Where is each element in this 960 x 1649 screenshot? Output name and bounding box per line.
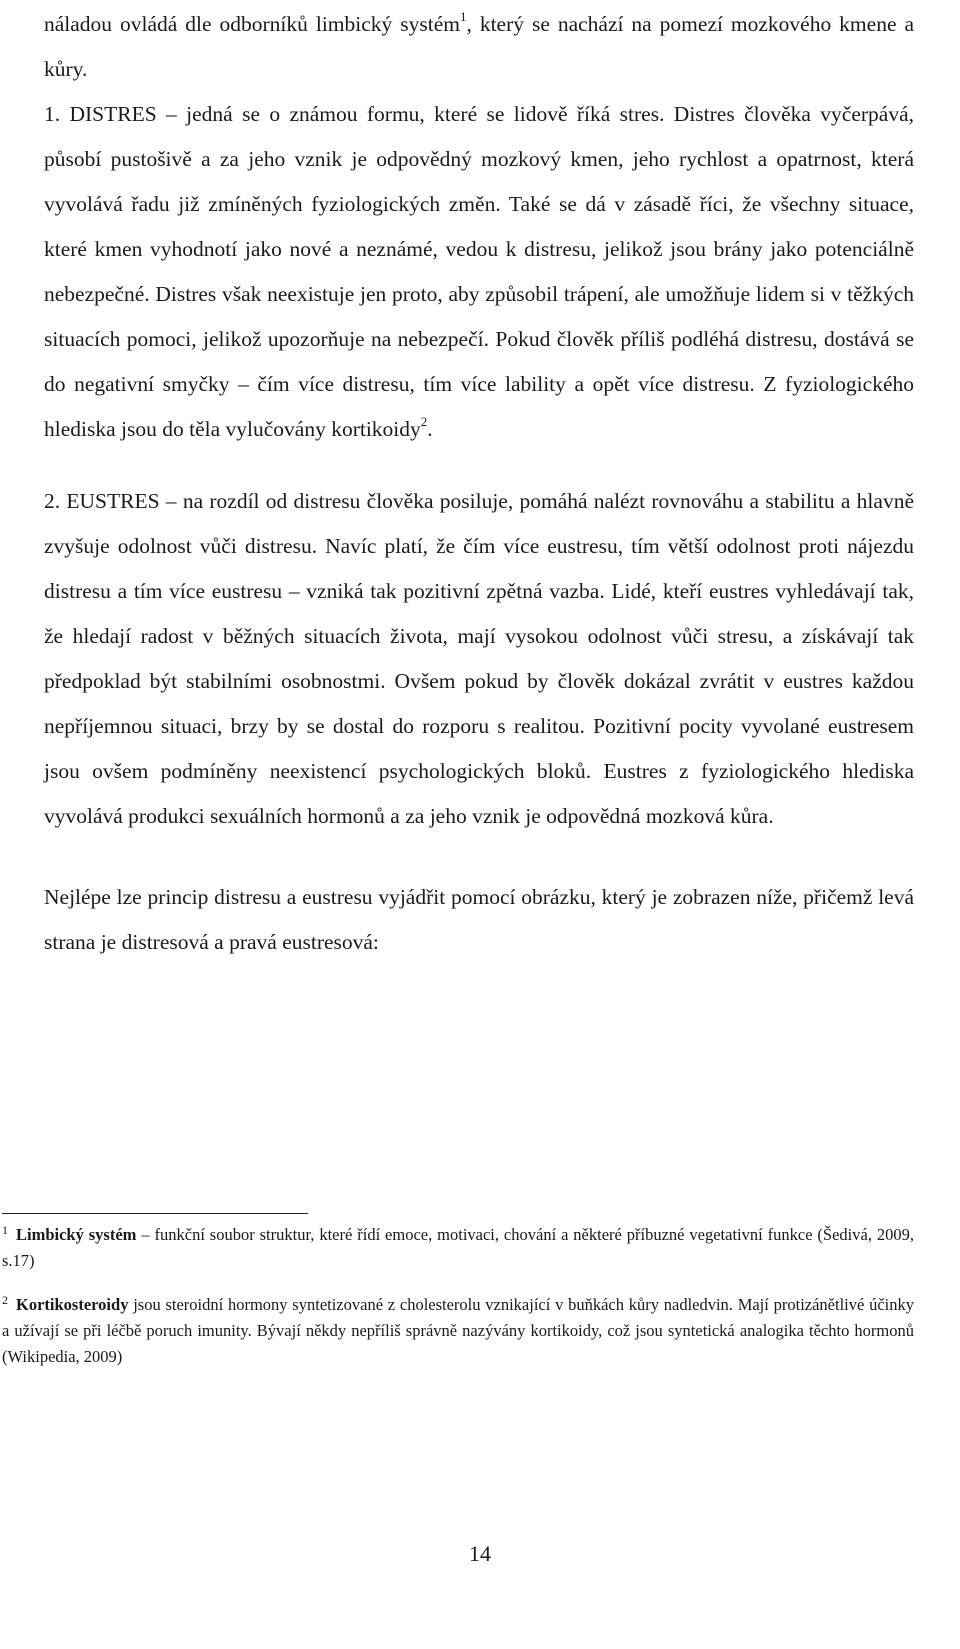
footnote-term: Limbický systém [16,1225,137,1244]
footnote-term: Kortikosteroidy [16,1295,129,1314]
paragraph-eustres: 2. EUSTRES – na rozdíl od distresu člověka posiluje, pomáhá nalézt rovnováhu a stabilitu a hlavně zvyšuje odolnost vůči distresu. Navíc platí, že čím více eustresu, tím větší odolnost proti nájezdu distresu a tím více eustresu – vzniká tak pozitivní zpětná vazba. Lidé, kteří eustres vyhledávají tak, že hledají radost v běžných situacích života, mají vysokou odolnost vůči stresu, a získávají tak předpoklad být stabilními osobnostmi. Ovšem pokud by člověk dokázal zvrátit v eustres každou nepříjemnou situaci, brzy by se dostal do rozporu s realitou. Pozitivní pocity vyvolané eustresem jsou ovšem podmíněny neexistencí psychologických bloků. Eustres z fyziologického hlediska vyvolává produkci sexuálních hormonů a za jeho vznik je odpovědná mozková kůra. [44,489,914,828]
paragraph-limbic-intro [44,2,914,92]
paragraph-text: 1. DISTRES – jedná se o známou formu, které se lidově říká stres. Distres člověka vyčerpává, působí pustošivě a za jeho vznik je odpovědný mozkový kmen, jeho rychlost a opatrnost, která vyvolává řadu již zmíněných fyziologických změn. Také se dá v zásadě říci, že všechny situace, které kmen vyhodnotí jako nové a neznámé, vedou k distresu, jelikož jsou brány jako potenciálně nebezpečné. Distres však neexistuje jen proto, aby způsobil trápení, ale umožňuje lidem si v těžkých situacích pomoci, jelikož upozorňuje na nebezpečí. Pokud člověk příliš podléhá distresu, dostává se do negativní smyčky – čím více distresu, tím více lability a opět více distresu. Z fyziologického hlediska jsou do těla vylučovány kortikoidy [44,102,914,441]
paragraph-text: náladou ovládá dle odborníků limbický systém [44,12,460,36]
footnotes [2,1222,914,1370]
footnote-number: 1 [2,1222,8,1237]
page-number: 14 [469,1541,491,1566]
footnote-text: – funkční soubor struktur, které řídí emoce, motivaci, chování a některé příbuzné vegetativní funkce (Šedivá, 2009, s.17) [2,1225,914,1270]
paragraph-text: , který se nachází na pomezí mozkového kmene a kůry. [44,12,914,81]
body-text [44,2,914,965]
footnote-ref-2[interactable]: 2 [420,413,428,429]
footnote-text: jsou steroidní hormony syntetizované z cholesterolu vznikající v buňkách kůry nadledvin. Mají protizánětlivé účinky a užívají se při léčbě poruch imunity. Bývají někdy nepříliš správně nazývány kortikoidy, což jsou syntetická analogika těchto hormonů (Wikipedia, 2009) [2,1295,914,1366]
paragraph-text: . [427,417,433,441]
footnote-separator [2,1213,308,1214]
footnote-ref-1[interactable]: 1 [459,8,467,24]
paragraph-image-intro: Nejlépe lze princip distresu a eustresu vyjádřit pomocí obrázku, který je zobrazen níže, přičemž levá strana je distresová a pravá eustresová: [44,885,914,954]
footnote-2 [2,1292,914,1370]
footnote-number: 2 [2,1292,8,1307]
paragraph-distres [44,92,914,452]
footnote-1 [2,1222,914,1274]
